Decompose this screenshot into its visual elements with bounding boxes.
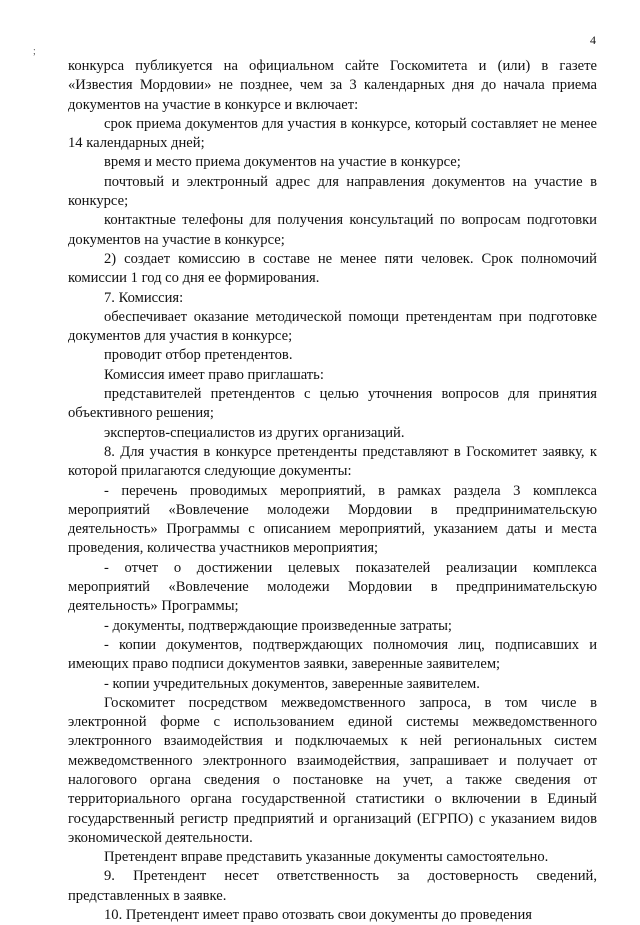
paragraph: 8. Для участия в конкурсе претенденты представляют в Госкомитет заявку, к которой прилагаются следующие документы: [68,443,597,480]
list-item: - копии учредительных документов, заверенные заявителем. [104,675,480,692]
paragraph: проводит отбор претендентов. [104,347,293,364]
paragraph: контактные телефоны для получения консультаций по вопросам подготовки документов на участие в конкурсе; [68,212,597,248]
paragraph: 2) создает комиссию в составе не менее пяти человек. Срок полномочий комиссии 1 год со дня ее формирования. [68,250,597,287]
list-item: - копии документов, подтверждающих полномочия лиц, подписавших и имеющих право подписи документов заявки, заверенные заявителем; [68,636,597,673]
list-item: - документы, подтверждающие произведенные затраты; [104,617,452,634]
paragraph: Госкомитет посредством межведомственного запроса, в том числе в электронной форме с использованием единой системы межведомственного электронного взаимодействия и подключаемых к ней региональных систем межведомственного электронного взаимодействия, запрашивает и получает от налогового органа сведения о постановке на учет, а также сведения от территориального органа государственной статистики о включении в Единый государственный регистр предприятий и организаций (ЕГРПО) с указанием видов экономической деятельности. [68,694,597,846]
paragraph: время и место приема документов на участие в конкурсе; [104,154,461,171]
margin-mark: ; [33,46,36,57]
paragraph: обеспечивает оказание методической помощи претендентам при подготовке документов для участия в конкурсе; [68,308,597,345]
paragraph: Претендент вправе представить указанные документы самостоятельно. [104,849,549,866]
list-item: - отчет о достижении целевых показателей реализации комплекса мероприятий «Вовлечение молодежи Мордовии в предпринимательскую деятельность» Программы; [68,559,597,615]
paragraph: конкурса публикуется на официальном сайте Госкомитета и (или) в газете «Известия Мордовии» не позднее, чем за 3 календарных дня до начала приема документов на участие в конкурсе и включает: [68,58,597,113]
paragraph: почтовый и электронный адрес для направления документов на участие в конкурсе; [68,173,597,210]
paragraph: срок приема документов для участия в конкурсе, который составляет не менее 14 календарных дней; [68,115,597,152]
section-heading: 7. Комиссия: [104,289,184,306]
paragraph: экспертов-специалистов из других организаций. [104,424,405,441]
paragraph: Комиссия имеет право приглашать: [104,366,324,383]
page-number: 4 [590,33,596,47]
paragraph: 10. Претендент имеет право отозвать свои документы до проведения [104,907,532,924]
paragraph: 9. Претендент несет ответственность за достоверность сведений, представленных в заявке. [68,868,597,904]
list-item: - перечень проводимых мероприятий, в рамках раздела 3 комплекса мероприятий «Вовлечение молодежи Мордовии в предпринимательскую деятельность» Программы с описанием мероприятий, указанием даты и места проведения, количества участников мероприятия; [68,482,597,557]
document-body [68,57,597,925]
paragraph: представителей претендентов с целью уточнения вопросов для принятия объективного решения; [68,386,597,422]
